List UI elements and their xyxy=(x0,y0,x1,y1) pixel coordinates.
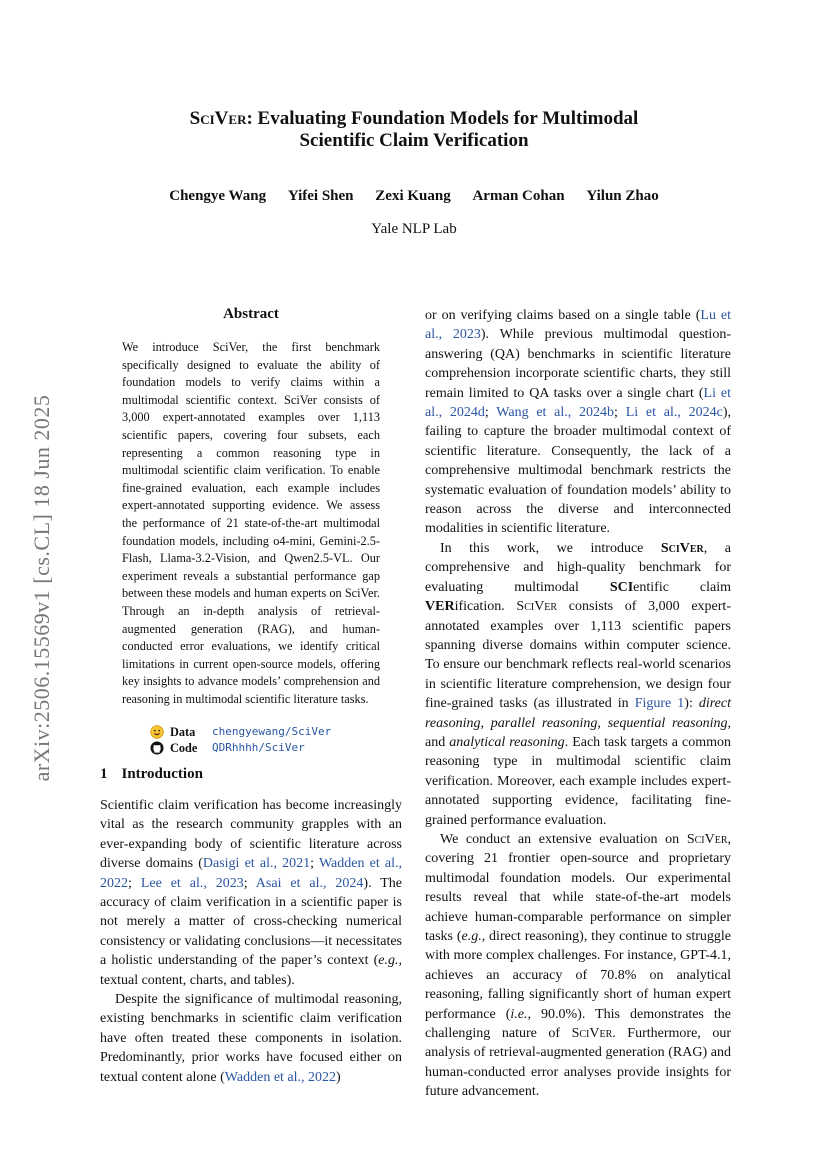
arxiv-identifier-text: arXiv:2506.15569v1 [cs.CL] 18 Jun 2025 xyxy=(29,394,54,782)
citation-link[interactable]: Wadden et al., 2022 xyxy=(100,856,403,891)
github-icon xyxy=(150,741,164,755)
citation-link[interactable]: Li et al., 2024c xyxy=(625,405,723,421)
resource-links xyxy=(150,724,331,756)
data-url[interactable]: chengyewang/SciVer xyxy=(212,725,332,738)
citation-link[interactable]: Li et al., 2024d xyxy=(425,385,732,421)
arxiv-identifier xyxy=(18,348,66,828)
code-url[interactable]: QDRhhhh/SciVer xyxy=(212,741,305,754)
title-line1: : Evaluating Foundation Models for Multimodal xyxy=(246,108,639,129)
citation-link[interactable]: Lee et al., 2023 xyxy=(140,875,244,891)
title-line2: Scientific Claim Verification xyxy=(299,130,529,151)
intro-paragraph-3: or on verifying claims based on a single table (Lu et al., 2023). While previous multimodal question-answering (QA) benchmarks in scientific literature comprehension incorporate scientific charts, they still remain limited to QA tasks over a single chart (Li et al., 2024d; Wang et al., 2024b; Li et al., 2024c), failing to capture the broader multimodal context of scientific literature. Consequently, the lack of a comprehensive multimodal benchmark restricts the systematic evaluation of foundation models’ ability to reason across the diverse and interconnected modalities in scientific literature. xyxy=(425,308,732,537)
right-column-body xyxy=(425,306,731,1102)
citation-link[interactable]: Lu et al., 2023 xyxy=(425,308,731,343)
author: Zexi Kuang xyxy=(375,188,451,204)
code-label: Code xyxy=(170,741,198,755)
citation-link[interactable]: Dasigi et al., 2021 xyxy=(202,856,311,872)
data-link-row[interactable] xyxy=(150,724,331,740)
author: Yifei Shen xyxy=(287,188,354,204)
hugging-face-icon xyxy=(150,725,164,739)
author: Arman Cohan xyxy=(472,188,565,204)
data-label: Data xyxy=(170,725,196,739)
section-title: Introduction xyxy=(121,766,203,782)
affiliation: Yale NLP Lab xyxy=(371,221,457,237)
author-list xyxy=(100,188,728,205)
citation-link[interactable]: Wadden et al., 2022 xyxy=(224,1069,337,1085)
left-column-body xyxy=(100,796,402,1087)
intro-paragraph-5: We conduct an extensive evaluation on SciVer, covering 21 frontier open-source and proprietary multimodal foundation models. Our experimental results reveal that while state-of-the-art models achieve human-comparable performance on simpler tasks (e.g., direct reasoning), they continue to struggle with more complex challenges. For instance, GPT-4.1, achieves an accuracy of 70.8% on analytical reasoning, falling significantly short of human expert performance (i.e., 90.0%). This demonstrates the challenging nature of SciVer. Furthermore, our analysis of retrieval-augmented generation (RAG) and human-conducted error analyses provide insights for future advancement. xyxy=(425,831,731,1100)
intro-paragraph-2: Despite the significance of multimodal reasoning, existing benchmarks in scientific claim verification have often treated these components in isolation. Predominantly, prior works have focused either on textual content alone (Wadden et al., 2022) xyxy=(100,992,402,1085)
figure-reference-link[interactable]: Figure 1 xyxy=(634,696,685,712)
abstract-heading: Abstract xyxy=(223,306,279,322)
intro-paragraph-1: Scientific claim verification has become increasingly vital as the research community grapples with an ever-expanding body of scientific literature across diverse domains (Dasigi et al., 2021; Wadden et al., 2022; Lee et al., 2023; Asai et al., 2024). The accuracy of claim verification in a scientific paper is not merely a matter of cross-checking numerical consistency or validating conclusions—it necessitates a holistic understanding of the paper’s context (e.g., textual content, charts, and tables). xyxy=(100,798,403,988)
code-link-row[interactable] xyxy=(150,740,331,756)
citation-link[interactable]: Asai et al., 2024 xyxy=(255,875,364,891)
abstract-text: We introduce SciVer, the first benchmark specifically designed to evaluate the ability of foundation models to verify claims within a multimodal scientific context. SciVer consists of 3,000 expert-annotated examples over 1,113 scientific papers, covering four subsets, each representing a common reasoning type in multimodal scientific claim verification. To enable fine-grained evaluation, each example includes expert-annotated supporting evidence. We assess the performance of 21 state-of-the-art multimodal foundation models, including o4-mini, Gemini-2.5-Flash, Llama-3.2-Vision, and Qwen2.5-VL. Our experiment reveals a substantial performance gap between these models and human experts on SciVer. Through an in-depth analysis of retrieval-augmented generation (RAG), and human-conducted error evaluations, we identify critical limitations in current open-source models, offering key insights to advance models’ comprehension and reasoning in multimodal scientific literature tasks. xyxy=(122,340,380,706)
title-benchmark-name: SciVer xyxy=(189,108,247,129)
section-heading-introduction xyxy=(100,766,203,783)
author: Chengye Wang xyxy=(169,188,267,204)
intro-paragraph-4: In this work, we introduce SciVer, a comprehensive and high-quality benchmark for evaluating multimodal SCIentific claim VERification. SciVer consists of 3,000 expert-annotated examples over 1,113 scientific papers spanning diverse domains within computer science. To ensure our benchmark reflects real-world scenarios in scientific literature comprehension, we design four fine-grained tasks (as illustrated in Figure 1): direct reasoning, parallel reasoning, sequential reasoning, and analytical reasoning. Each task targets a common reasoning type in multimodal scientific claim verification. Moreover, each example includes expert-annotated supporting evidence, facilitating fine-grained performance evaluation. xyxy=(425,540,732,828)
author: Yilun Zhao xyxy=(586,188,659,204)
citation-link[interactable]: Wang et al., 2024b xyxy=(496,405,615,421)
section-number: 1 xyxy=(100,766,108,782)
paper-title xyxy=(100,108,728,152)
